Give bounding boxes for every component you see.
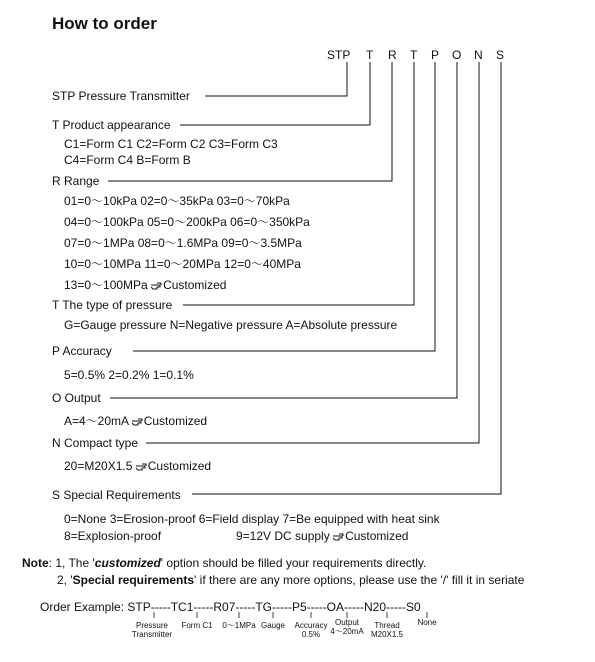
option-line: 04=0～100kPa 05=0～200kPa 06=0～350kPa — [64, 215, 310, 229]
option-line: 8=Explosion-proof — [64, 529, 162, 543]
caption-pressure: Pressure Transmitter — [131, 621, 173, 639]
code-letter-p: P — [431, 48, 440, 62]
section-heading-pressure-type: T The type of pressure — [52, 298, 173, 312]
code-letter-t: T — [366, 48, 374, 62]
code-letter-n: N — [474, 48, 483, 62]
option-line: 5=0.5% 2=0.2% 1=0.1% — [64, 368, 194, 382]
code-letter-s: S — [496, 48, 505, 62]
section-heading-accuracy: P Accuracy — [52, 344, 112, 358]
section-heading-output: O Output — [52, 391, 101, 405]
option-line: G=Gauge pressure N=Negative pressure A=Absolute pressure — [64, 318, 398, 332]
option-line: 20=M20X1.5 Customized — [64, 459, 212, 473]
note-1: Note: 1, The 'customized' option should be filled your requirements directly. — [22, 556, 427, 570]
note-2: 2, 'Special requirements' if there are any more options, please use the '/' fill it in seriate — [57, 573, 525, 587]
caption-range: 0～1MPa — [222, 621, 256, 630]
code-letter-o: O — [452, 48, 462, 62]
caption-output: Output 4～20mA — [330, 618, 364, 636]
section-heading-range: R Range — [52, 174, 100, 188]
option-line: 07=0～1MPa 08=0～1.6MPa 09=0～3.5MPa — [64, 236, 302, 250]
option-line: 01=0～10kPa 02=0～35kPa 03=0～70kPa — [64, 194, 290, 208]
pointing-hand-icon — [333, 531, 344, 541]
section-heading-stp: STP Pressure Transmitter — [52, 89, 190, 103]
pointing-hand-icon — [136, 461, 147, 471]
page-title: How to order — [52, 14, 157, 33]
pointing-hand-icon — [151, 280, 162, 290]
caption-gauge: Gauge — [260, 621, 286, 630]
caption-accuracy: Accuracy 0.5% — [294, 621, 328, 639]
order-example: Order Example: STP-----TC1-----R07-----TG-----P5-----OA-----N20-----S0 — [40, 600, 421, 614]
option-line: 9=12V DC supply Customized — [236, 529, 409, 543]
option-line: A=4～20mA Customized — [64, 414, 208, 428]
caption-none: None — [417, 618, 437, 627]
section-heading-compact: N Compact type — [52, 436, 139, 450]
section-heading-appearance: T Product appearance — [52, 118, 171, 132]
code-letter-stp: STP — [327, 48, 351, 62]
option-line: 0=None 3=Erosion-proof 6=Field display 7=Be equipped with heat sink — [64, 512, 440, 526]
code-letter-r: R — [388, 48, 397, 62]
pointing-hand-icon — [132, 416, 143, 426]
caption-form: Form C1 — [181, 621, 213, 630]
code-letter-t2: T — [410, 48, 418, 62]
caption-thread: Thread M20X1.5 — [370, 621, 404, 639]
option-line: 10=0～10MPa 11=0～20MPa 12=0～40MPa — [64, 257, 301, 271]
option-line: C1=Form C1 C2=Form C2 C3=Form C3 — [64, 137, 278, 151]
option-line: C4=Form C4 B=Form B — [64, 153, 191, 167]
option-line: 13=0～100MPa Customized — [64, 278, 227, 292]
section-heading-special: S Special Requirements — [52, 488, 181, 502]
